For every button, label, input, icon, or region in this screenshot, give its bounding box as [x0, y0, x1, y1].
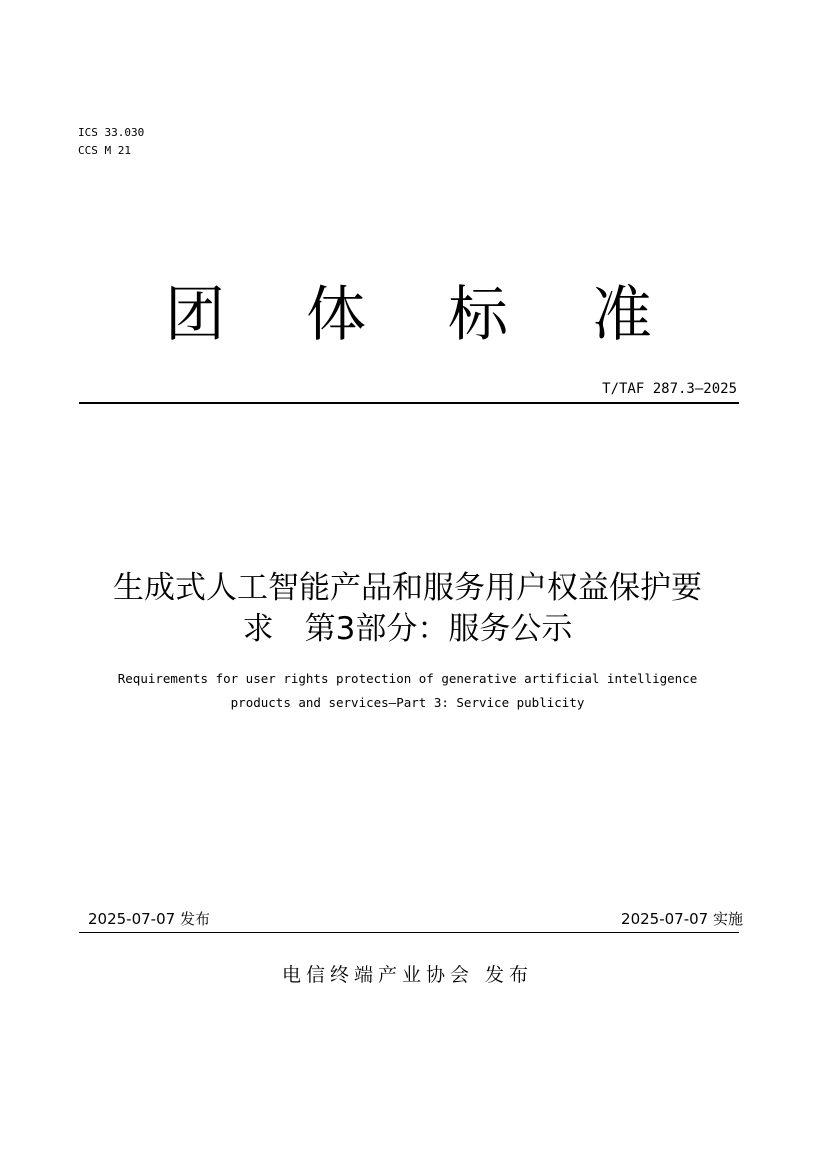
title-chinese-line-1: 生成式人工智能产品和服务用户权益保护要	[113, 570, 702, 606]
title-chinese	[40, 568, 775, 650]
title-chinese-line-2: 求 第3部分：服务公示	[242, 611, 573, 647]
header-divider	[79, 402, 739, 404]
doc-type-char-1: 团	[165, 280, 225, 350]
doc-type-char-2: 体	[306, 280, 366, 350]
footer-divider	[79, 932, 739, 933]
implementation-date: 2025-07-07 实施	[621, 910, 743, 928]
doc-type-char-4: 准	[592, 280, 652, 350]
doc-type-char-3: 标	[448, 280, 508, 350]
document-type-heading	[0, 275, 815, 355]
ics-code: ICS 33.030	[78, 126, 145, 139]
issue-date: 2025-07-07 发布	[88, 910, 210, 928]
title-english	[30, 667, 785, 715]
classification-codes	[78, 124, 144, 160]
ccs-code: CCS M 21	[78, 144, 131, 157]
title-english-line-2: products and services—Part 3: Service publicity	[230, 695, 585, 710]
publisher: 电信终端产业协会 发布	[281, 964, 534, 986]
standard-number: T/TAF 287.3—2025	[602, 381, 737, 397]
title-english-line-1: Requirements for user rights protection of generative artificial intelligence	[117, 671, 698, 686]
